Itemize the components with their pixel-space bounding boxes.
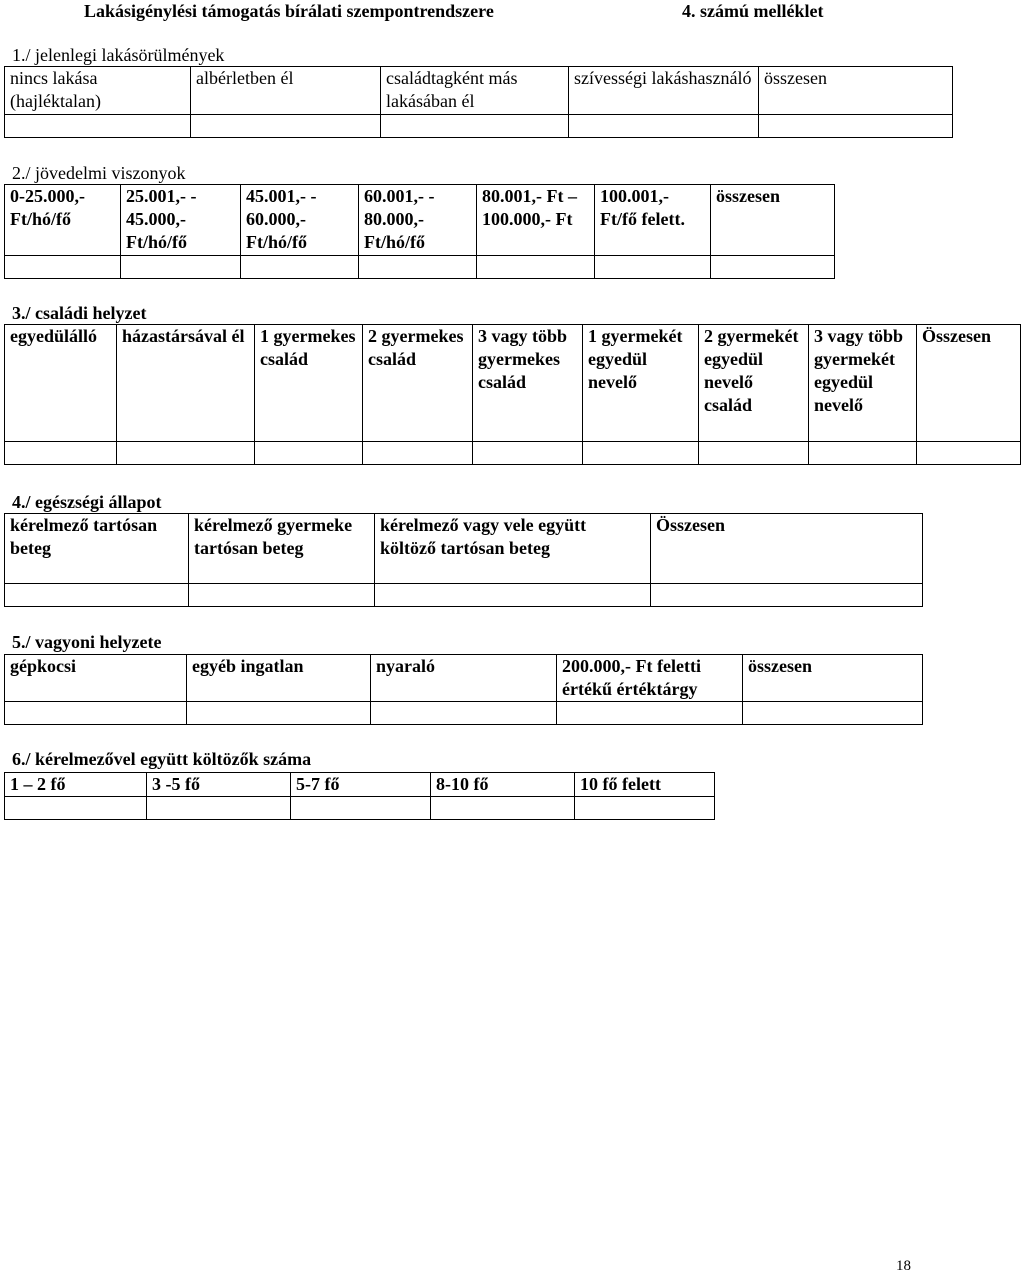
col-header: összesen <box>743 655 923 702</box>
section-6-title: 6./ kérelmezővel együtt költözők száma <box>12 749 312 769</box>
col-header: házastársával él <box>117 325 255 442</box>
input-row <box>5 797 715 820</box>
input-cell[interactable] <box>809 442 917 465</box>
section-3-table <box>4 324 1021 465</box>
input-cell[interactable] <box>375 584 651 607</box>
col-header: 3 vagy több gyermekét egyedül nevelő <box>809 325 917 442</box>
col-header: Összesen <box>917 325 1021 442</box>
input-cell[interactable] <box>241 256 359 279</box>
input-cell[interactable] <box>5 797 147 820</box>
col-header: 1 – 2 fő <box>5 773 147 797</box>
input-row <box>5 584 923 607</box>
input-cell[interactable] <box>5 442 117 465</box>
section-4-title: 4./ egészségi állapot <box>12 492 162 512</box>
input-cell[interactable] <box>121 256 241 279</box>
col-header: kérelmező tartósan beteg <box>5 514 189 584</box>
col-header: egyedülálló <box>5 325 117 442</box>
input-cell[interactable] <box>759 115 953 138</box>
section-2-title: 2./ jövedelmi viszonyok <box>12 163 186 183</box>
col-header: Összesen <box>651 514 923 584</box>
input-cell[interactable] <box>743 702 923 725</box>
input-cell[interactable] <box>187 702 371 725</box>
col-header: 1 gyermekes család <box>255 325 363 442</box>
input-cell[interactable] <box>381 115 569 138</box>
col-header: szívességi lakáshasználó <box>569 67 759 115</box>
input-cell[interactable] <box>575 797 715 820</box>
input-cell[interactable] <box>147 797 291 820</box>
input-cell[interactable] <box>291 797 431 820</box>
col-header: 2 gyermekét egyedül nevelő család <box>699 325 809 442</box>
input-cell[interactable] <box>699 442 809 465</box>
input-cell[interactable] <box>255 442 363 465</box>
col-header: albérletben él <box>191 67 381 115</box>
input-cell[interactable] <box>557 702 743 725</box>
col-header: összesen <box>759 67 953 115</box>
input-row <box>5 702 923 725</box>
section-1-table <box>4 66 953 138</box>
input-cell[interactable] <box>5 115 191 138</box>
page-number: 18 <box>896 1258 911 1274</box>
header-row <box>5 325 1021 442</box>
col-header: 1 gyermekét egyedül nevelő <box>583 325 699 442</box>
header-row <box>5 67 953 115</box>
input-cell[interactable] <box>359 256 477 279</box>
col-header: kérelmező gyermeke tartósan beteg <box>189 514 375 584</box>
section-3-title: 3./ családi helyzet <box>12 303 147 323</box>
input-cell[interactable] <box>371 702 557 725</box>
col-header: kérelmező vagy vele együtt költöző tartósan beteg <box>375 514 651 584</box>
input-row <box>5 442 1021 465</box>
input-row <box>5 256 835 279</box>
col-header: 10 fő felett <box>575 773 715 797</box>
input-cell[interactable] <box>917 442 1021 465</box>
input-cell[interactable] <box>477 256 595 279</box>
section-4-table <box>4 513 923 607</box>
input-cell[interactable] <box>189 584 375 607</box>
header-row <box>5 773 715 797</box>
col-header: 5-7 fő <box>291 773 431 797</box>
input-cell[interactable] <box>363 442 473 465</box>
col-header: 80.001,- Ft – 100.000,- Ft <box>477 185 595 256</box>
input-cell[interactable] <box>595 256 711 279</box>
col-header: gépkocsi <box>5 655 187 702</box>
section-2-table <box>4 184 835 279</box>
col-header: 25.001,- - 45.000,- Ft/hó/fő <box>121 185 241 256</box>
input-cell[interactable] <box>569 115 759 138</box>
input-cell[interactable] <box>651 584 923 607</box>
col-header: 8-10 fő <box>431 773 575 797</box>
section-6-table <box>4 772 715 820</box>
col-header: összesen <box>711 185 835 256</box>
col-header: 3 vagy több gyermekes család <box>473 325 583 442</box>
section-5-table <box>4 654 923 725</box>
input-row <box>5 115 953 138</box>
col-header: 3 -5 fő <box>147 773 291 797</box>
input-cell[interactable] <box>473 442 583 465</box>
input-cell[interactable] <box>117 442 255 465</box>
col-header: családtagként más lakásában él <box>381 67 569 115</box>
col-header: nyaraló <box>371 655 557 702</box>
col-header: 200.000,- Ft feletti értékű értéktárgy <box>557 655 743 702</box>
document-title: Lakásigénylési támogatás bírálati szempontrendszere <box>84 1 494 21</box>
col-header: 0-25.000,- Ft/hó/fő <box>5 185 121 256</box>
input-cell[interactable] <box>431 797 575 820</box>
col-header: 45.001,- - 60.000,- Ft/hó/fő <box>241 185 359 256</box>
section-1-title: 1./ jelenlegi lakásörülmények <box>12 45 225 65</box>
header-row <box>5 655 923 702</box>
section-5-title: 5./ vagyoni helyzete <box>12 632 162 652</box>
col-header: nincs lakása (hajléktalan) <box>5 67 191 115</box>
input-cell[interactable] <box>5 584 189 607</box>
col-header: egyéb ingatlan <box>187 655 371 702</box>
annex-label: 4. számú melléklet <box>682 1 824 21</box>
input-cell[interactable] <box>5 256 121 279</box>
col-header: 100.001,- Ft/fő felett. <box>595 185 711 256</box>
header-row <box>5 514 923 584</box>
col-header: 60.001,- - 80.000,- Ft/hó/fő <box>359 185 477 256</box>
col-header: 2 gyermekes család <box>363 325 473 442</box>
input-cell[interactable] <box>711 256 835 279</box>
input-cell[interactable] <box>191 115 381 138</box>
input-cell[interactable] <box>5 702 187 725</box>
header-row <box>5 185 835 256</box>
input-cell[interactable] <box>583 442 699 465</box>
